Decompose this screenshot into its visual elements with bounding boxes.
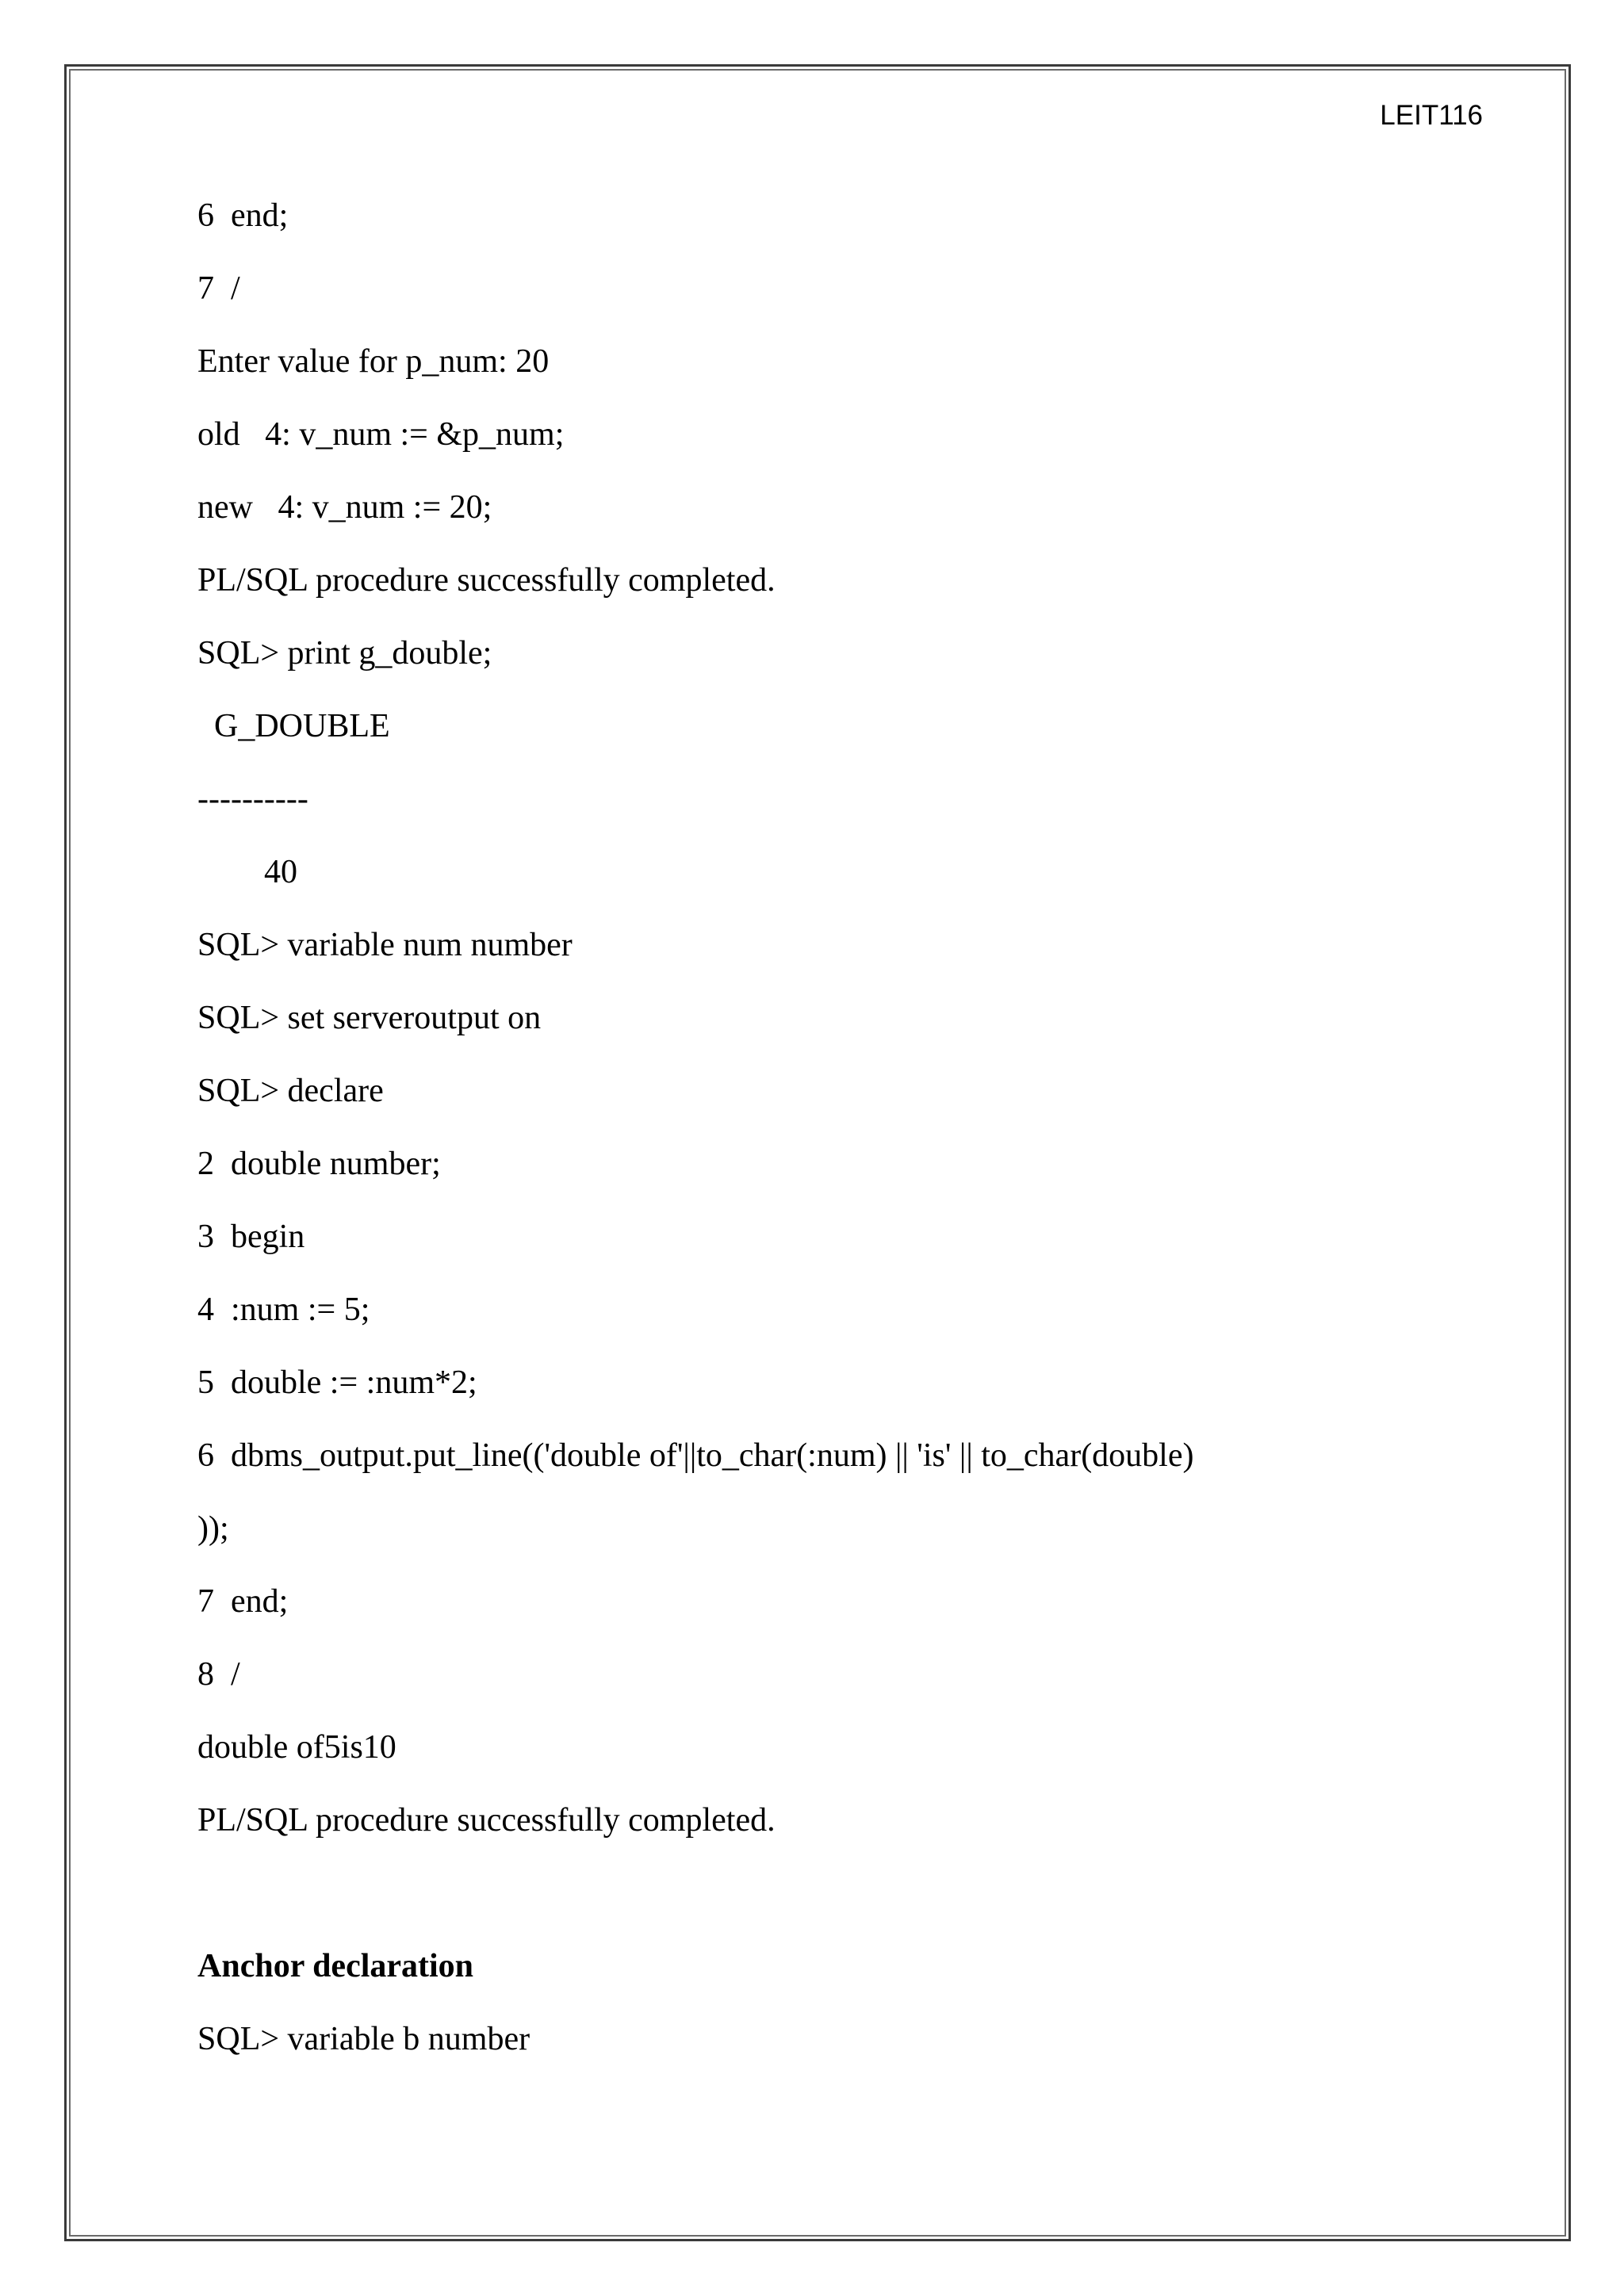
code-line: 7 /	[197, 270, 240, 307]
sql-command-line: SQL> variable num number	[197, 927, 573, 963]
sql-command-line: SQL> declare	[197, 1073, 384, 1109]
code-line: 6 end;	[197, 197, 289, 234]
document-code: LEIT116	[1380, 100, 1483, 131]
output-line: double of5is10	[197, 1729, 396, 1766]
substitution-old-line: old 4: v_num := &p_num;	[197, 416, 565, 453]
status-line: PL/SQL procedure successfully completed.	[197, 1802, 776, 1839]
code-line: 5 double := :num*2;	[197, 1364, 477, 1401]
section-heading: Anchor declaration	[197, 1948, 474, 1984]
result-column-header: G_DOUBLE	[197, 708, 390, 744]
blank-line	[197, 1873, 1530, 1946]
code-line: 4 :num := 5;	[197, 1292, 370, 1328]
sql-command-line: SQL> print g_double;	[197, 635, 492, 672]
result-separator: ----------	[197, 781, 308, 817]
document-body	[197, 195, 1530, 2091]
code-line: 6 dbms_output.put_line(('double of'||to_char(:num) || 'is' || to_char(double)	[197, 1437, 1194, 1474]
code-line: 7 end;	[197, 1583, 289, 1620]
sql-command-line: SQL> set serveroutput on	[197, 1000, 542, 1036]
code-line: 3 begin	[197, 1219, 305, 1255]
code-line: 2 double number;	[197, 1146, 441, 1182]
code-line-continuation: ));	[197, 1510, 229, 1547]
code-line: 8 /	[197, 1656, 240, 1693]
sql-command-line: SQL> variable b number	[197, 2021, 530, 2057]
substitution-new-line: new 4: v_num := 20;	[197, 489, 492, 526]
status-line: PL/SQL procedure successfully completed.	[197, 562, 776, 599]
prompt-line: Enter value for p_num: 20	[197, 343, 550, 380]
result-value: 40	[197, 854, 297, 890]
